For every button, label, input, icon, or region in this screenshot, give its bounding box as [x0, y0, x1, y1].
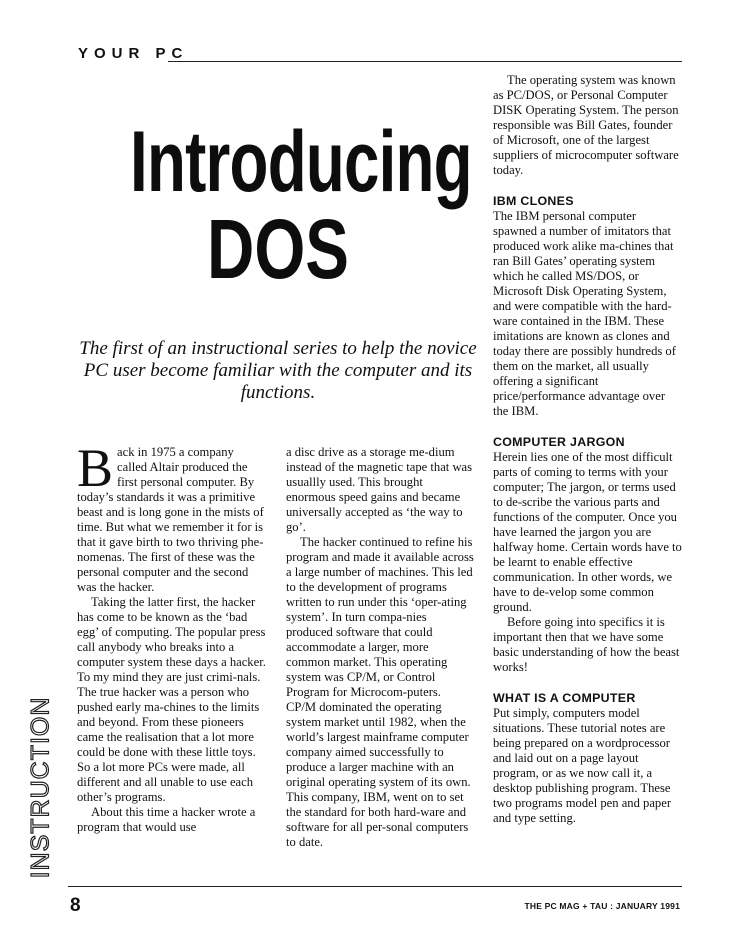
paragraph: Before going into specifics it is important then that we have some basic understanding of how the beast works!: [493, 615, 680, 674]
paragraph-text: ack in 1975 a company called Altair produced the first personal computer. By today’s standards it was a primitive beast and is long gone in the mists of time. But what we remember it for is that it gave birth to two thriving phe-nomenas. The first of these was the personal computer and the second was the hacker.: [77, 445, 264, 594]
headline-line-1: Introducing: [130, 114, 472, 210]
side-tab-label: INSTRUCTION: [26, 696, 55, 879]
paragraph: [77, 438, 267, 595]
spacer: [493, 419, 683, 435]
article-column-2: [286, 445, 474, 850]
paragraph: Put simply, computers model situations. These tutorial notes are being prepared on a wordprocessor and laid out on a page layout program, or as we now call it, a desktop publishing program. These two programs model pen and paper and type setting.: [493, 706, 672, 825]
spacer: [493, 178, 683, 194]
spacer: [493, 675, 683, 691]
page-number: 8: [70, 895, 81, 916]
section-header-label: YOUR PC: [78, 45, 189, 62]
paragraph: Taking the latter first, the hacker has come to be known as the ‘bad egg’ of computing. The popular press call anybody who breaks into a computer system these days a hacker. To my mind they are just crimi-nals. The true hacker was a person who pushed early ma-chines to the limits and beyond. From these pioneers came the realisation that a lot more could be done with these little toys. So a lot more PCs were made, all different and all unable to use each other’s programs.: [77, 595, 266, 804]
footer-publication-info: THE PC MAG + TAU : JANUARY 1991: [524, 901, 680, 911]
paragraph: The hacker continued to refine his program and made it available across a large number of machines. This led to the development of programs written to run under this ‘oper-ating system’. In turn compa-nies produced software that could accommodate a larger, more common market. This operating system was CP/M, or Control Program for Microcom-puters. CP/M dominated the operating system market until 1982, when the world’s largest mainframe computer company aimed successfully to produce a larger machine with an original operating system of its own. This company, IBM, went on to set the standard for both hard-ware and software for all per-sonal computers to date.: [286, 535, 474, 849]
paragraph: The IBM personal computer spawned a number of imitators that produced work alike ma-chines that ran Bill Gates’ operating system which he called MS/DOS, or Microsoft Disk Operating System, and were compatible with the hard-ware contained in the IBM. These imitations are known as clones and today there are possibly hundreds of them on the market, all usually offering a significant price/performance advantage over the IBM.: [493, 209, 676, 418]
section-heading-computer-jargon: COMPUTER JARGON: [493, 435, 625, 449]
footer-rule: [68, 886, 682, 887]
side-tab: [26, 696, 55, 879]
article-column-1: [77, 438, 267, 835]
header-rule: [168, 61, 682, 62]
section-heading-ibm-clones: IBM CLONES: [493, 194, 574, 208]
paragraph: The operating system was known as PC/DOS, or Personal Computer DISK Operating System. The person responsible was Bill Gates, founder of Microsoft, one of the largest suppliers of microcomputer software today.: [493, 73, 679, 177]
paragraph: About this time a hacker wrote a program that would use: [77, 805, 256, 834]
paragraph: Herein lies one of the most difficult parts of coming to terms with your computer; The jargon, or terms used to de-scribe the various parts and functions of the computer. Once you have learned the jargon you are halfway home. Certain words have to be learnt to enable effective communication. In other words, we have to de-velop some common ground.: [493, 450, 682, 614]
article-column-3: [493, 73, 683, 826]
drop-cap: B: [77, 438, 114, 498]
standfirst: The first of an instructional series to help the novice PC user become familiar with the computer and its functions.: [79, 338, 477, 403]
headline-line-2: DOS: [207, 202, 349, 296]
paragraph: a disc drive as a storage me-dium instead of the magnetic tape that was usuallly used. This brought enormous speed gains and became universally accepted as ‘the way to go’.: [286, 445, 473, 534]
section-heading-what-is-a-computer: WHAT IS A COMPUTER: [493, 691, 636, 705]
